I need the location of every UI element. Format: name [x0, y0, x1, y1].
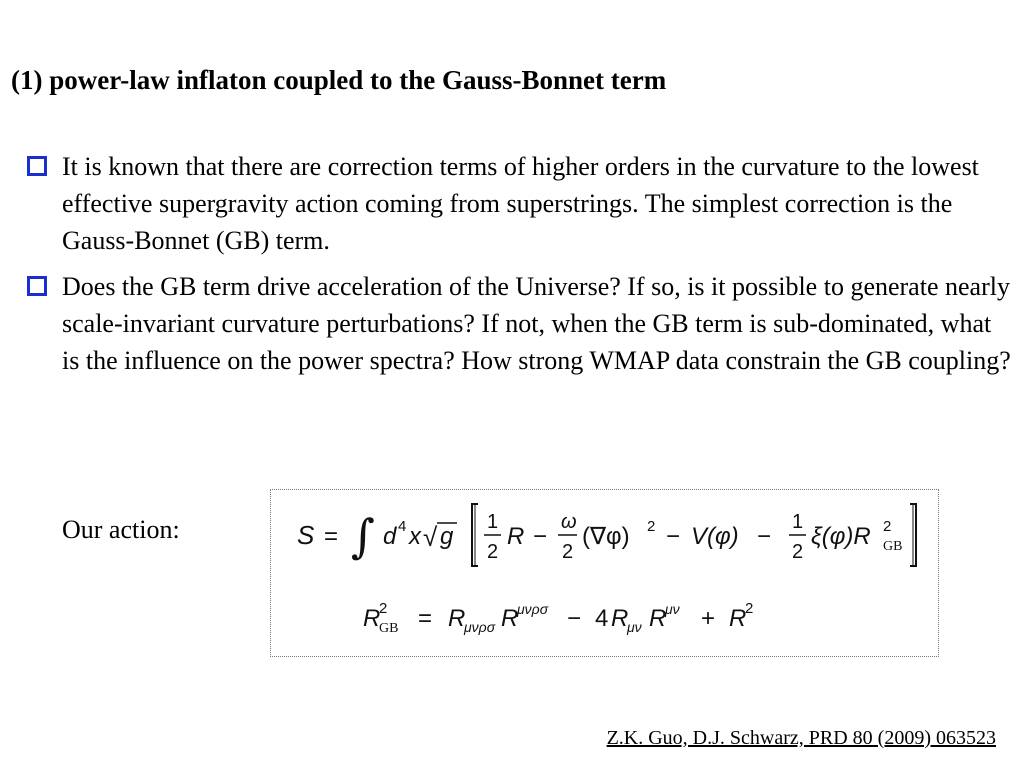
- gb-equals: =: [418, 605, 433, 632]
- gb-lhs-base: R: [363, 605, 381, 632]
- integral-sign: ∫: [351, 509, 375, 563]
- gb-t5-sup: 2: [745, 600, 754, 617]
- measure-exp: 4: [398, 518, 407, 535]
- reference-link[interactable]: Z.K. Guo, D.J. Schwarz, PRD 80 (2009) 063523: [606, 727, 996, 749]
- gb-definition-equation: [363, 600, 753, 636]
- potential-term: V(φ): [691, 523, 739, 550]
- gb-t4-sup: μν: [665, 601, 680, 617]
- term2-den: 2: [562, 541, 574, 563]
- bullet-text: It is known that there are correction terms of higher orders in the curvature to the lowest effective supergravity action coming from superstrings. The simplest correction is the Gauss-Bonnet (GB) term.: [62, 152, 979, 255]
- minus-3: −: [757, 523, 772, 550]
- term1-num: 1: [487, 511, 499, 533]
- eq-equals: =: [324, 523, 339, 550]
- gb-t2-base: R: [501, 605, 519, 632]
- term1-den: 2: [487, 541, 499, 563]
- term2-exp: 2: [647, 518, 656, 535]
- term2-num: ω: [561, 511, 577, 533]
- minus-2: −: [666, 523, 681, 550]
- measure-x: x: [409, 523, 421, 550]
- gb-t4-base: R: [649, 605, 667, 632]
- term4-num: 1: [792, 511, 804, 533]
- gb-minus: −: [567, 605, 582, 632]
- hollow-square-bullet-icon: [27, 276, 47, 296]
- gb-t3-coef: 4: [595, 605, 609, 632]
- equation-box: [270, 489, 939, 657]
- gb-lhs-sup: 2: [379, 600, 388, 617]
- minus-1: −: [533, 523, 548, 550]
- term1-var: R: [507, 523, 525, 550]
- term4-sub: GB: [883, 539, 903, 554]
- sqrt-arg: g: [440, 523, 454, 550]
- gb-t3-sub: μν: [627, 619, 642, 635]
- gb-t5-base: R: [729, 605, 747, 632]
- action-equation: [297, 504, 916, 566]
- bullet-text: Does the GB term drive acceleration of the Universe? If so, is it possible to generate nearly scale-invariant curvature perturbations? If not, when the GB term is sub-dominated, what is the influence on the power spectra? How strong WMAP data constrain the GB coupling?: [62, 272, 1011, 375]
- action-label: Our action:: [62, 515, 180, 544]
- term4-den: 2: [792, 541, 804, 563]
- gb-t1-sub: μνρσ: [464, 619, 496, 635]
- bullet-item: [24, 148, 1014, 259]
- term2-body: (∇φ): [582, 523, 630, 550]
- gb-plus: +: [701, 605, 716, 632]
- equation-svg: [271, 490, 938, 656]
- gb-lhs-sub: GB: [379, 621, 399, 636]
- measure-d: d: [383, 523, 397, 550]
- hollow-square-bullet-icon: [27, 156, 47, 176]
- slide-title: (1) power-law inflaton coupled to the Gauss-Bonnet term: [11, 65, 667, 95]
- sqrt-sign: √: [423, 522, 438, 552]
- term4-sup: 2: [883, 518, 892, 535]
- gb-t2-sup: μνρσ: [517, 601, 549, 617]
- gb-t1-base: R: [448, 605, 466, 632]
- gb-t3-base: R: [611, 605, 629, 632]
- bullet-item: [24, 268, 1014, 379]
- bullet-list: [24, 148, 1014, 388]
- term4-body: ξ(φ)R: [811, 523, 871, 550]
- eq-lhs: S: [297, 520, 315, 550]
